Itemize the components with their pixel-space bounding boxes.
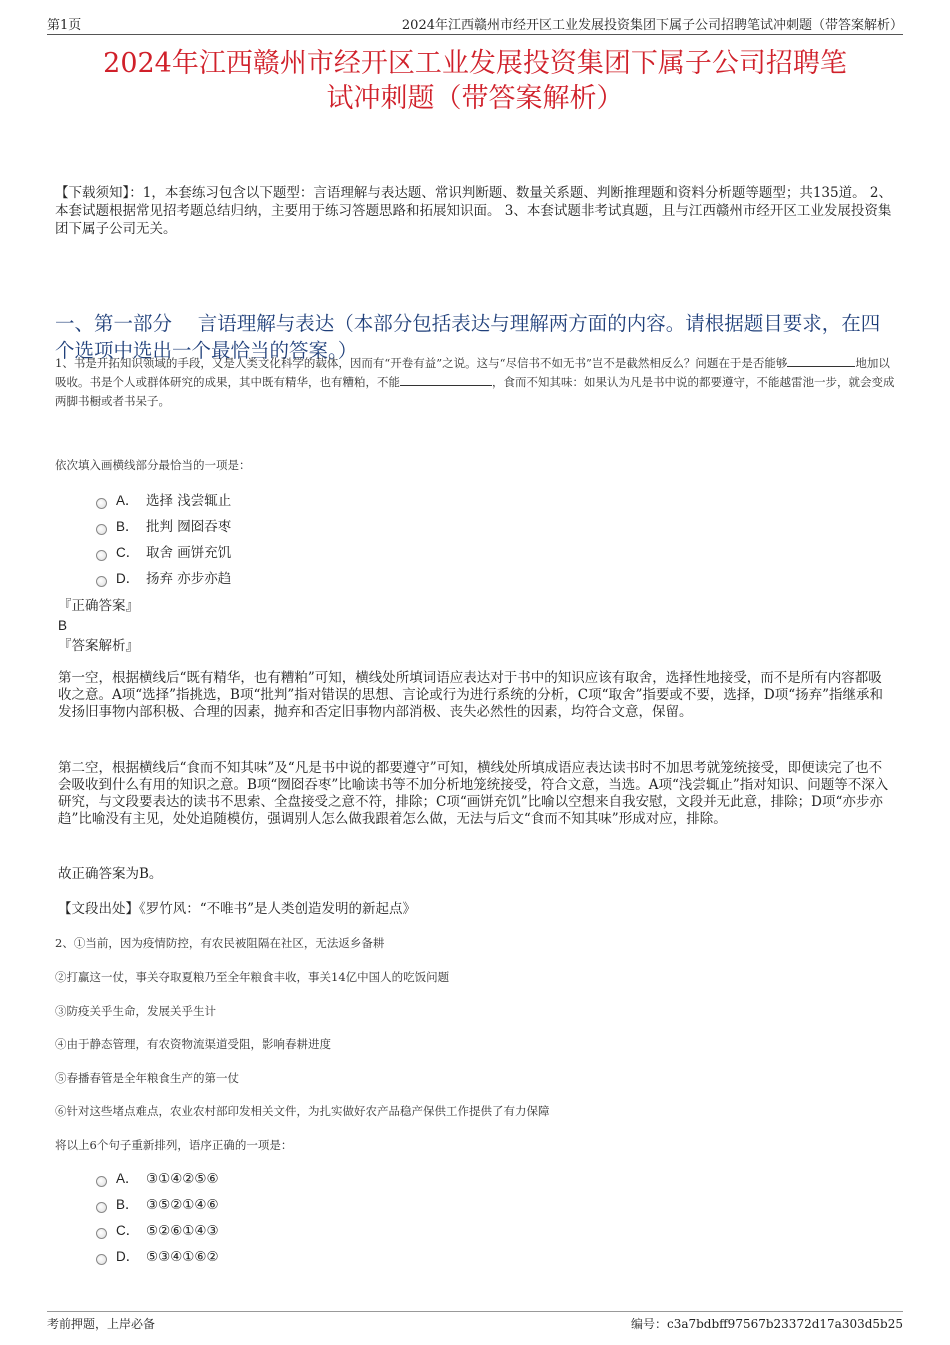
answer-value: B (58, 618, 68, 633)
radio-icon[interactable] (96, 1228, 107, 1239)
analysis-conclusion: 故正确答案为B。 (58, 866, 163, 882)
q2-option-c[interactable]: C． ⑤②⑥①④③ (96, 1218, 219, 1244)
q1-text-part2: 地加以吸收。书是个人或群体研究的成果，其中既有精华，也有糟粕，不能 (55, 356, 890, 389)
radio-icon[interactable] (96, 1254, 107, 1265)
q1-options (96, 488, 231, 592)
document-title (47, 46, 903, 116)
q1-option-b[interactable]: B． 批判 囫囵吞枣 (96, 514, 231, 540)
page-number: 第1页 (47, 18, 82, 33)
q2-sentence-1: 2、①当前，因为疫情防控，有农民被阻隔在社区，无法返乡备耕 (55, 936, 385, 950)
radio-icon[interactable] (96, 524, 107, 535)
page-header (47, 14, 903, 35)
download-notice: 【下载须知】：1，本套练习包含以下题型：言语理解与表达题、常识判断题、数量关系题、判断推理题和资料分析题等题型；共135道。 2、本套试题根据常见招考题总结归纳，主要用于练习答题思路和拓展知识面。 3、本套试题非考试真题，且与江西赣州市经开区工业发展投资集团下属子公司无关。 (55, 185, 892, 237)
analysis-paragraph-1: 第一空，根据横线后“既有精华，也有糟粕”可知，横线处所填词语应表达对于书中的知识应该有取舍，选择性地接受，而不是所有内容都吸收之意。A项“选择”指挑选，B项“批判”指对错误的思想、言论或行为进行系统的分析，C项“取舍”指要或不要，选择，D项“扬弃”指继承和发扬旧事物内部积极、合理的因素，抛弃和否定旧事物内部消极、丧失必然性的因素，均符合文意，保留。 (58, 670, 884, 720)
radio-icon[interactable] (96, 550, 107, 561)
q2-option-d[interactable]: D． ⑤③④①⑥② (96, 1244, 219, 1270)
q1-blank-1 (787, 354, 855, 367)
radio-icon[interactable] (96, 1176, 107, 1187)
q2-sentence-5: ⑤春播春管是全年粮食生产的第一仗 (55, 1071, 239, 1085)
q1-text-part1: 1、书是开拓知识领域的手段，又是人类文化科学的载体，因而有“开卷有益”之说。这与“尽信书不如无书”岂不是截然相反么？问题在于是否能够 (55, 356, 788, 370)
q1-option-a[interactable]: A． 选择 浅尝辄止 (96, 488, 231, 514)
analysis-paragraph-2: 第二空，根据横线后“食而不知其味”及“凡是书中说的都要遵守”可知，横线处所填成语应表达读书时不加思考就笼统接受，即便读完了也不会吸收到什么有用的知识之意。B项“囫囵吞枣”比喻读书等不加分析地笼统接受，符合文意，当选。A项“浅尝辄止”指对知识、问题等不深入研究，与文段要表达的读书不思索、全盘接受之意不符，排除；C项“画饼充饥”比喻以空想来自我安慰，文段并无此意，排除；D项“亦步亦趋”比喻没有主见，处处追随模仿，强调别人怎么做我跟着怎么做，无法与后文“食而不知其味”形成对应，排除。 (58, 760, 889, 827)
q2-sentence-3: ③防疫关乎生命，发展关乎生计 (55, 1004, 216, 1018)
q1-text-part3: ，食而不知其味：如果认为凡是书中说的都要遵守，不能越雷池一步，就会变成两脚书橱或者书呆子。 (55, 375, 895, 408)
radio-icon[interactable] (96, 1202, 107, 1213)
q1-option-c[interactable]: C． 取舍 画饼充饥 (96, 540, 231, 566)
text-source: 【文段出处】《罗竹风：“不唯书”是人类创造发明的新起点》 (58, 901, 417, 917)
q2-sentence-6: ⑥针对这些堵点难点，农业农村部印发相关文件，为扎实做好农产品稳产保供工作提供了有力保障 (55, 1104, 550, 1118)
radio-icon[interactable] (96, 498, 107, 509)
title-line-2: 试冲刺题（带答案解析） (326, 83, 624, 114)
q2-option-a[interactable]: A． ③①④②⑤⑥ (96, 1166, 219, 1192)
footer-doc-id: 编号：c3a7bdbff97567b23372d17a303d5b25 (630, 1317, 903, 1331)
q2-sentence-2: ②打赢这一仗，事关夺取夏粮乃至全年粮食丰收，事关14亿中国人的吃饭问题 (55, 970, 450, 984)
analysis-label: 『答案解析』 (58, 638, 139, 654)
section-heading: 一、第一部分 言语理解与表达（本部分包括表达与理解两方面的内容。请根据题目要求，在四个选项中选出一个最恰当的答案。） (55, 312, 881, 362)
q2-sentence-4: ④由于静态管理，有农资物流渠道受阻，影响春耕进度 (55, 1037, 331, 1051)
q2-options (96, 1166, 219, 1270)
answer-label: 『正确答案』 (58, 598, 139, 614)
question-1-stem (55, 354, 895, 411)
header-doc-title: 2024年江西赣州市经开区工业发展投资集团下属子公司招聘笔试冲刺题（带答案解析） (401, 18, 903, 33)
footer-slogan: 考前押题，上岸必备 (47, 1317, 156, 1331)
page-footer (47, 1311, 903, 1334)
radio-icon[interactable] (96, 576, 107, 587)
q2-prompt: 将以上6个句子重新排列，语序正确的一项是： (55, 1138, 293, 1152)
q1-option-d[interactable]: D． 扬弃 亦步亦趋 (96, 566, 231, 592)
q1-blank-2 (400, 373, 492, 386)
q1-prompt: 依次填入画横线部分最恰当的一项是： (55, 458, 251, 472)
title-line-1: 2024年江西赣州市经开区工业发展投资集团下属子公司招聘笔 (103, 48, 847, 79)
q2-option-b[interactable]: B． ③⑤②①④⑥ (96, 1192, 219, 1218)
